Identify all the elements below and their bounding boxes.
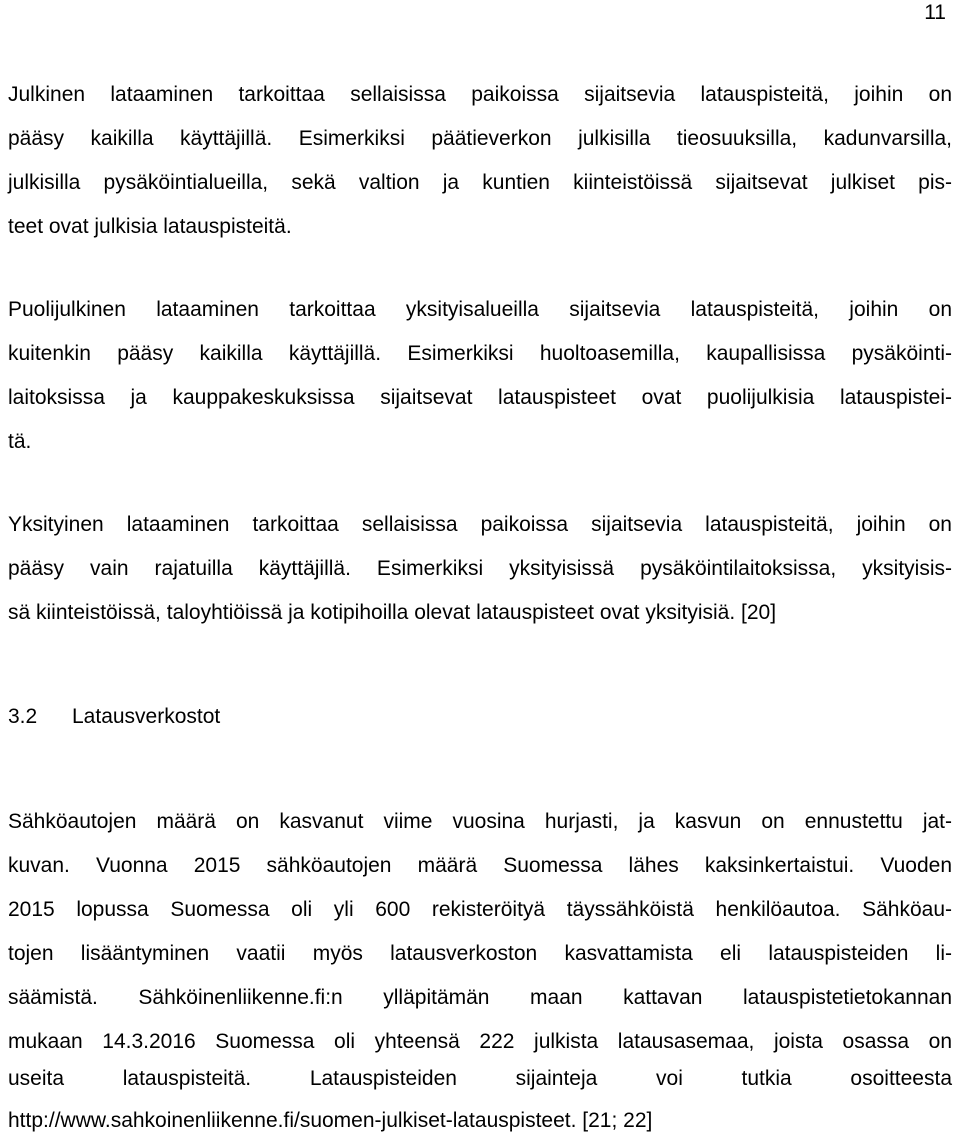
url-line: http://www.sahkoinenliikenne.fi/suomen-julkiset-latauspisteet. [21; 22] [8, 1109, 653, 1132]
section-title: Latausverkostot [72, 705, 221, 728]
text-line: kuitenkin pääsy kaikilla käyttäjillä. Esimerkiksi huoltoasemilla, kaupallisissa pysäköinti- [8, 342, 952, 365]
text-line: Julkinen lataaminen tarkoittaa sellaisissa paikoissa sijaitsevia latauspisteitä, joihin on [8, 83, 952, 106]
text-line: Puolijulkinen lataaminen tarkoittaa yksityisalueilla sijaitsevia latauspisteitä, joihin on [8, 298, 952, 321]
text-line: pääsy vain rajatuilla käyttäjillä. Esimerkiksi yksityisissä pysäköintilaitoksissa, yksityisis- [8, 557, 952, 580]
text-line: sä kiinteistöissä, taloyhtiöissä ja kotipihoilla olevat latauspisteet ovat yksityisiä. [20] [8, 601, 777, 624]
text-line: laitoksissa ja kauppakeskuksissa sijaitsevat latauspisteet ovat puolijulkisia latauspistei- [8, 386, 952, 409]
text-line: tojen lisääntyminen vaatii myös latausverkoston kasvattamista eli latauspisteiden li- [8, 942, 952, 965]
text-line: julkisilla pysäköintialueilla, sekä valtion ja kuntien kiinteistöissä sijaitsevat julkiset pis- [8, 171, 952, 194]
text-line: mukaan 14.3.2016 Suomessa oli yhteensä 222 julkista latausasemaa, joista osassa on [8, 1030, 952, 1053]
text-line: useita latauspisteitä. Latauspisteiden sijainteja voi tutkia osoitteesta [8, 1067, 952, 1090]
text-line: tä. [8, 430, 32, 453]
text-line: säämistä. Sähköinenliikenne.fi:n ylläpitämän maan kattavan latauspistetietokannan [8, 986, 952, 1009]
text-line: kuvan. Vuonna 2015 sähköautojen määrä Suomessa lähes kaksinkertaistui. Vuoden [8, 854, 952, 877]
text-line: pääsy kaikilla käyttäjillä. Esimerkiksi päätieverkon julkisilla tieosuuksilla, kadunvarsilla, [8, 127, 952, 150]
text-line: 2015 lopussa Suomessa oli yli 600 rekisteröityä täyssähköistä henkilöautoa. Sähköau- [8, 898, 952, 921]
text-line: teet ovat julkisia latauspisteitä. [8, 215, 292, 238]
section-number: 3.2 [8, 705, 38, 728]
text-line: Sähköautojen määrä on kasvanut viime vuosina hurjasti, ja kasvun on ennustettu jat- [8, 810, 952, 833]
text-line: Yksityinen lataaminen tarkoittaa sellaisissa paikoissa sijaitsevia latauspisteitä, joihin on [8, 513, 952, 536]
page-number: 11 [924, 1, 946, 24]
